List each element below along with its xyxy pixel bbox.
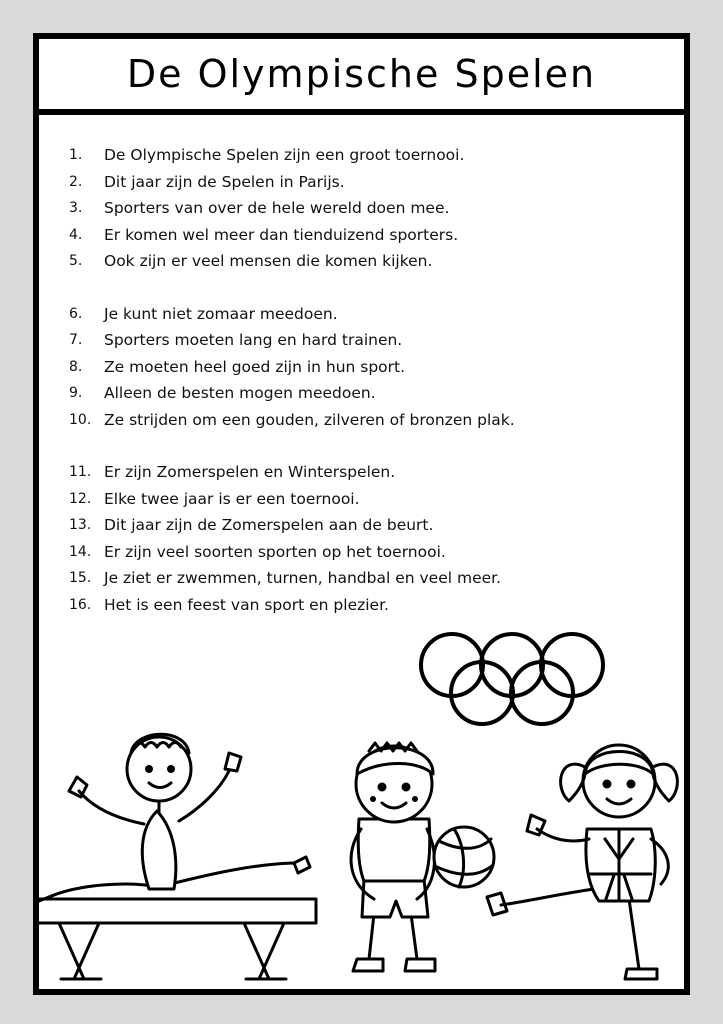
gymnast-on-beam-icon <box>39 734 316 979</box>
sentence-number: 15. <box>69 570 92 587</box>
sentence-number: 10. <box>69 411 92 428</box>
sentence-text: De Olympische Spelen zijn een groot toernooi. <box>104 146 465 165</box>
sentence-text: Ze strijden om een gouden, zilveren of bronzen plak. <box>104 410 515 429</box>
judo-girl-icon <box>487 745 677 979</box>
sentence-text: Er komen wel meer dan tienduizend sporters. <box>104 225 459 244</box>
sentence-text: Sporters van over de hele wereld doen mee. <box>104 199 450 218</box>
sentence-text: Dit jaar zijn de Zomerspelen aan de beurt. <box>104 516 434 535</box>
sentence-text: Je kunt niet zomaar meedoen. <box>104 304 338 323</box>
sentence-text: Alleen de besten mogen meedoen. <box>104 384 376 403</box>
sentence-number: 11. <box>69 464 92 481</box>
sentence-text: Er zijn veel soorten sporten op het toernooi. <box>104 542 446 561</box>
sentence-number: 1. <box>69 147 83 164</box>
sentence-number: 9. <box>69 385 83 402</box>
sentence-number: 5. <box>69 253 83 270</box>
sentence-number: 14. <box>69 543 92 560</box>
sentence-text: Ze moeten heel goed zijn in hun sport. <box>104 357 406 376</box>
sentence-number: 3. <box>69 200 83 217</box>
sentence-number: 4. <box>69 226 83 243</box>
sentence-number: 8. <box>69 358 83 375</box>
worksheet <box>33 33 690 995</box>
sentence-number: 6. <box>69 305 83 322</box>
page-title: De Olympische Spelen <box>126 52 597 96</box>
sentence-number: 2. <box>69 173 83 190</box>
sentence-text: Er zijn Zomerspelen en Winterspelen. <box>104 463 396 482</box>
sentence-number: 12. <box>69 490 92 507</box>
sentence-number: 16. <box>69 596 92 613</box>
sentence-number: 13. <box>69 517 92 534</box>
olympic-rings-icon <box>421 634 603 724</box>
sentence-text: Elke twee jaar is er een toernooi. <box>104 489 360 508</box>
illustrations <box>39 39 684 989</box>
sentence-text: Je ziet er zwemmen, turnen, handbal en veel meer. <box>104 569 502 588</box>
sentence-text: Sporters moeten lang en hard trainen. <box>104 331 403 350</box>
sentence-text: Ook zijn er veel mensen die komen kijken. <box>104 252 433 271</box>
sentence-text: Dit jaar zijn de Spelen in Parijs. <box>104 172 345 191</box>
volleyball-player-icon <box>351 743 494 971</box>
sentence-text: Het is een feest van sport en plezier. <box>104 595 389 614</box>
sentence-number: 7. <box>69 332 83 349</box>
